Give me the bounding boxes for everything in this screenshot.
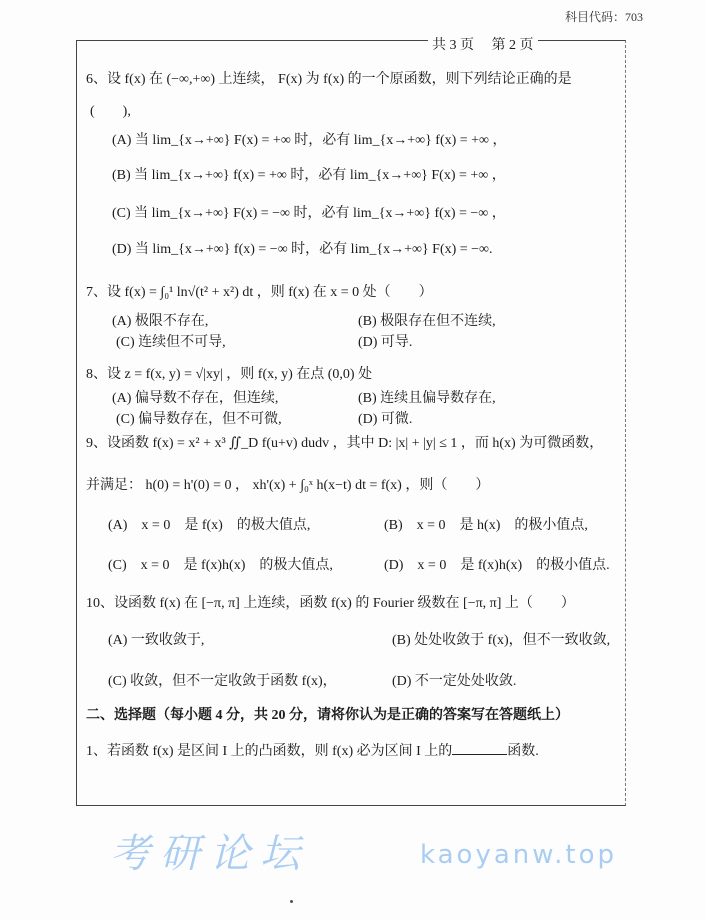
q6-stem: 6、设 f(x) 在 (−∞,+∞) 上连续， F(x) 为 f(x) 的一个原函数，则下列结论正确的是 — [86, 72, 572, 87]
q10-stem: 10、设函数 f(x) 在 [−π, π] 上连续，函数 f(x) 的 Fourier 级数在 [−π, π] 上（ ） — [86, 596, 575, 611]
q8-option-d: (D) 可微. — [358, 412, 413, 427]
page-number: 共 3 页 第 2 页 — [428, 34, 538, 54]
q9-option-a: (A) x = 0 是 f(x) 的极大值点, — [108, 518, 311, 533]
q7-option-b: (B) 极限存在但不连续, — [358, 314, 496, 329]
q7-stem: 7、设 f(x) = ∫₀¹ ln√(t² + x²) dt ，则 f(x) 在 x = 0 处（ ） — [86, 285, 433, 300]
q10-option-c: (C) 收敛，但不一定收敛于函数 f(x)， — [108, 674, 337, 689]
q8-option-a: (A) 偏导数不存在，但连续, — [112, 391, 279, 406]
scan-speck — [290, 900, 293, 903]
q9-option-b: (B) x = 0 是 h(x) 的极小值点, — [384, 518, 588, 533]
q9-option-d: (D) x = 0 是 f(x)h(x) 的极小值点. — [384, 558, 610, 573]
s2-q1-end: 函数. — [507, 744, 539, 759]
q6-answer-paren: ( ), — [90, 104, 131, 119]
watermark-url: kaoyanw.top — [420, 840, 617, 870]
q7-option-d: (D) 可导. — [358, 335, 413, 350]
q9-option-c: (C) x = 0 是 f(x)h(x) 的极大值点, — [108, 558, 333, 573]
q10-option-b: (B) 处处收敛于 f(x)，但不一致收敛, — [392, 633, 611, 648]
q10-option-d: (D) 不一定处处收敛. — [392, 674, 517, 689]
q6-option-b: (B) 当 lim_{x→+∞} f(x) = +∞ 时，必有 lim_{x→+∞} F(x) = +∞ ， — [112, 168, 506, 183]
section-2-title: 二、选择题（每小题 4 分，共 20 分，请将你认为是正确的答案写在答题纸上） — [86, 708, 569, 723]
q9-condition: 并满足： h(0) = h'(0) = 0 ， xh'(x) + ∫₀ˣ h(x−t) dt = f(x) ，则（ ） — [86, 478, 490, 493]
q9-stem: 9、设函数 f(x) = x² + x³ ∬_D f(u+v) dudv ，其中 D: |x| + |y| ≤ 1 ，而 h(x) 为可微函数， — [86, 436, 604, 451]
q8-option-c: (C) 偏导数存在，但不可微, — [116, 412, 282, 427]
q6-option-c: (C) 当 lim_{x→+∞} F(x) = −∞ 时，必有 lim_{x→+∞} f(x) = −∞ ， — [112, 206, 506, 221]
s2-q1-text: 1、若函数 f(x) 是区间 I 上的凸函数，则 f(x) 必为区间 I 上的 — [86, 744, 453, 759]
q6-option-d: (D) 当 lim_{x→+∞} f(x) = −∞ 时，必有 lim_{x→+∞} F(x) = −∞. — [112, 242, 493, 257]
q7-option-c: (C) 连续但不可导, — [116, 335, 226, 350]
q10-option-a: (A) 一致收敛于, — [108, 633, 205, 648]
s2-q1 — [86, 740, 539, 760]
subject-code: 科目代码：703 — [565, 10, 644, 24]
watermark-logo: 考研论坛 — [110, 831, 310, 877]
q8-option-b: (B) 连续且偏导数存在, — [358, 391, 496, 406]
q7-option-a: (A) 极限不存在, — [112, 314, 209, 329]
q6-option-a: (A) 当 lim_{x→+∞} F(x) = +∞ 时，必有 lim_{x→+∞} f(x) = +∞ ， — [112, 133, 507, 148]
answer-blank — [452, 754, 507, 755]
q8-stem: 8、设 z = f(x, y) = √|xy| ，则 f(x, y) 在点 (0,0) 处 — [86, 367, 373, 382]
